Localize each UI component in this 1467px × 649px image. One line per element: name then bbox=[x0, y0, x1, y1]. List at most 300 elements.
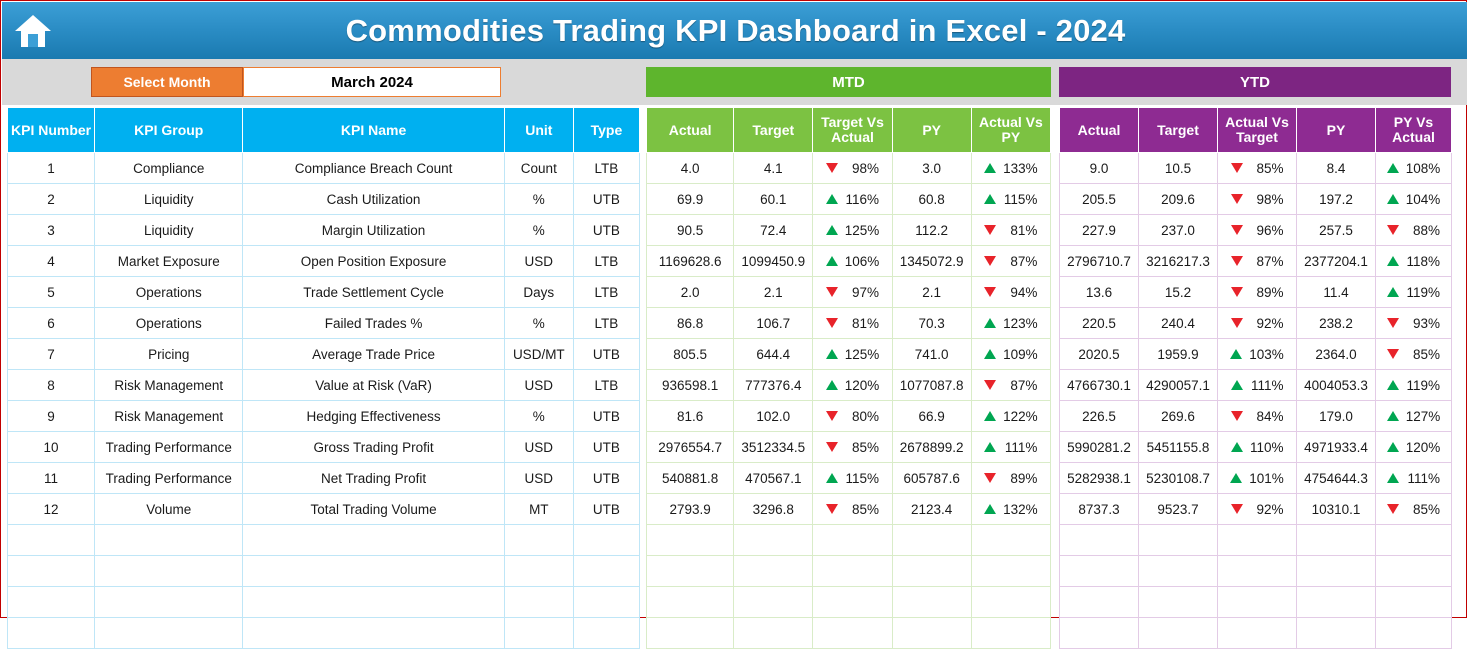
cell-type: LTB bbox=[573, 370, 639, 401]
empty-cell bbox=[1218, 618, 1297, 649]
cell-unit: USD/MT bbox=[504, 339, 573, 370]
cell-ytd-py-vs-actual bbox=[1376, 370, 1452, 401]
cell-mtd-target-vs-actual bbox=[813, 401, 892, 432]
empty-cell bbox=[95, 587, 243, 618]
col-mtd-target: Target bbox=[734, 108, 813, 153]
cell-mtd-actual-vs-py bbox=[971, 308, 1050, 339]
variance-value: 93% bbox=[1412, 315, 1440, 331]
cell-mtd-target-vs-actual bbox=[813, 277, 892, 308]
cell-ytd-py-vs-actual bbox=[1376, 339, 1452, 370]
arrow-up-icon bbox=[984, 442, 996, 452]
table-row bbox=[647, 494, 1051, 525]
table-row bbox=[8, 339, 640, 370]
variance-value: 103% bbox=[1249, 346, 1284, 362]
variance-value: 80% bbox=[851, 408, 879, 424]
variance-value: 104% bbox=[1405, 191, 1441, 207]
cell-mtd-actual: 936598.1 bbox=[647, 370, 734, 401]
cell-kpi-name: Hedging Effectiveness bbox=[243, 401, 504, 432]
arrow-down-icon bbox=[826, 411, 838, 421]
arrow-down-icon bbox=[826, 504, 838, 514]
empty-cell bbox=[573, 556, 639, 587]
table-header-row bbox=[1060, 108, 1452, 153]
variance-value: 125% bbox=[844, 222, 880, 238]
cell-ytd-actual-vs-target bbox=[1218, 463, 1297, 494]
empty-cell bbox=[1139, 618, 1218, 649]
cell-kpi-group: Risk Management bbox=[95, 401, 243, 432]
arrow-up-icon bbox=[1231, 442, 1243, 452]
cell-kpi-number: 8 bbox=[8, 370, 95, 401]
col-type: Type bbox=[573, 108, 639, 153]
empty-cell bbox=[971, 556, 1050, 587]
arrow-down-icon bbox=[1231, 318, 1243, 328]
cell-ytd-actual: 2020.5 bbox=[1060, 339, 1139, 370]
cell-mtd-actual: 4.0 bbox=[647, 153, 734, 184]
arrow-up-icon bbox=[1387, 194, 1399, 204]
table-row bbox=[647, 308, 1051, 339]
cell-mtd-target-vs-actual bbox=[813, 494, 892, 525]
variance-value: 109% bbox=[1003, 346, 1038, 362]
cell-mtd-actual: 2976554.7 bbox=[647, 432, 734, 463]
arrow-up-icon bbox=[826, 256, 838, 266]
cell-ytd-py: 179.0 bbox=[1297, 401, 1376, 432]
empty-cell bbox=[1060, 525, 1139, 556]
cell-ytd-target: 1959.9 bbox=[1139, 339, 1218, 370]
variance-value: 133% bbox=[1003, 160, 1038, 176]
cell-unit: MT bbox=[504, 494, 573, 525]
empty-cell bbox=[504, 556, 573, 587]
cell-mtd-target-vs-actual bbox=[813, 215, 892, 246]
cell-kpi-name: Open Position Exposure bbox=[243, 246, 504, 277]
cell-kpi-number: 6 bbox=[8, 308, 95, 339]
cell-mtd-target: 4.1 bbox=[734, 153, 813, 184]
cell-ytd-py: 257.5 bbox=[1297, 215, 1376, 246]
cell-ytd-actual: 227.9 bbox=[1060, 215, 1139, 246]
cell-mtd-actual-vs-py bbox=[971, 432, 1050, 463]
empty-cell bbox=[1218, 556, 1297, 587]
cell-ytd-target: 240.4 bbox=[1139, 308, 1218, 339]
variance-value: 120% bbox=[844, 377, 880, 393]
empty-cell bbox=[1297, 587, 1376, 618]
arrow-down-icon bbox=[826, 287, 838, 297]
arrow-up-icon bbox=[1387, 287, 1399, 297]
empty-cell bbox=[971, 525, 1050, 556]
cell-unit: Days bbox=[504, 277, 573, 308]
empty-cell bbox=[573, 525, 639, 556]
cell-type: LTB bbox=[573, 308, 639, 339]
empty-row bbox=[8, 525, 640, 556]
cell-mtd-target-vs-actual bbox=[813, 246, 892, 277]
cell-unit: % bbox=[504, 215, 573, 246]
table-row bbox=[8, 246, 640, 277]
arrow-up-icon bbox=[826, 380, 838, 390]
cell-ytd-actual: 226.5 bbox=[1060, 401, 1139, 432]
cell-mtd-py: 70.3 bbox=[892, 308, 971, 339]
empty-cell bbox=[971, 618, 1050, 649]
table-row bbox=[1060, 463, 1452, 494]
cell-ytd-actual: 220.5 bbox=[1060, 308, 1139, 339]
cell-ytd-py-vs-actual bbox=[1376, 432, 1452, 463]
cell-ytd-actual: 205.5 bbox=[1060, 184, 1139, 215]
empty-cell bbox=[1139, 525, 1218, 556]
cell-unit: USD bbox=[504, 463, 573, 494]
empty-cell bbox=[573, 587, 639, 618]
cell-type: UTB bbox=[573, 215, 639, 246]
empty-cell bbox=[647, 587, 734, 618]
variance-value: 85% bbox=[1256, 160, 1284, 176]
variance-value: 118% bbox=[1406, 253, 1440, 269]
empty-cell bbox=[504, 587, 573, 618]
variance-value: 87% bbox=[1010, 377, 1038, 393]
cell-ytd-py: 197.2 bbox=[1297, 184, 1376, 215]
cell-ytd-actual-vs-target bbox=[1218, 339, 1297, 370]
empty-row bbox=[647, 525, 1051, 556]
select-month-input[interactable]: March 2024 bbox=[243, 67, 501, 97]
empty-cell bbox=[1060, 556, 1139, 587]
arrow-up-icon bbox=[1387, 380, 1399, 390]
cell-mtd-target: 72.4 bbox=[734, 215, 813, 246]
cell-ytd-target: 4290057.1 bbox=[1139, 370, 1218, 401]
cell-type: LTB bbox=[573, 277, 639, 308]
cell-mtd-target: 3512334.5 bbox=[734, 432, 813, 463]
cell-mtd-py: 2123.4 bbox=[892, 494, 971, 525]
arrow-down-icon bbox=[1231, 411, 1243, 421]
empty-cell bbox=[892, 587, 971, 618]
cell-ytd-py: 2364.0 bbox=[1297, 339, 1376, 370]
cell-mtd-target-vs-actual bbox=[813, 463, 892, 494]
col-mtd-actual-vs-py: Actual Vs PY bbox=[971, 108, 1050, 153]
cell-ytd-py-vs-actual bbox=[1376, 401, 1452, 432]
variance-value: 108% bbox=[1405, 160, 1441, 176]
arrow-up-icon bbox=[826, 194, 838, 204]
cell-mtd-target: 777376.4 bbox=[734, 370, 813, 401]
variance-value: 85% bbox=[851, 501, 879, 517]
cell-ytd-py: 4004053.3 bbox=[1297, 370, 1376, 401]
cell-mtd-actual: 69.9 bbox=[647, 184, 734, 215]
empty-cell bbox=[1218, 587, 1297, 618]
cell-ytd-py: 2377204.1 bbox=[1297, 246, 1376, 277]
arrow-down-icon bbox=[1387, 504, 1399, 514]
empty-cell bbox=[1376, 525, 1452, 556]
arrow-down-icon bbox=[826, 442, 838, 452]
variance-value: 120% bbox=[1405, 439, 1441, 455]
cell-ytd-actual: 4766730.1 bbox=[1060, 370, 1139, 401]
cell-kpi-name: Failed Trades % bbox=[243, 308, 504, 339]
empty-cell bbox=[813, 525, 892, 556]
variance-value: 88% bbox=[1412, 222, 1440, 238]
table-header-row bbox=[8, 108, 640, 153]
empty-cell bbox=[971, 587, 1050, 618]
col-ytd-py: PY bbox=[1297, 108, 1376, 153]
cell-mtd-actual-vs-py bbox=[971, 463, 1050, 494]
empty-cell bbox=[1297, 618, 1376, 649]
table-row bbox=[1060, 370, 1452, 401]
col-kpi-name: KPI Name bbox=[243, 108, 504, 153]
cell-mtd-target-vs-actual bbox=[813, 153, 892, 184]
empty-cell bbox=[8, 587, 95, 618]
empty-row bbox=[1060, 587, 1452, 618]
arrow-up-icon bbox=[984, 504, 996, 514]
cell-mtd-target: 60.1 bbox=[734, 184, 813, 215]
empty-cell bbox=[734, 618, 813, 649]
table-row bbox=[8, 463, 640, 494]
arrow-up-icon bbox=[1387, 163, 1399, 173]
cell-mtd-target: 2.1 bbox=[734, 277, 813, 308]
cell-mtd-actual-vs-py bbox=[971, 184, 1050, 215]
cell-kpi-number: 2 bbox=[8, 184, 95, 215]
cell-ytd-actual-vs-target bbox=[1218, 153, 1297, 184]
cell-mtd-py: 2678899.2 bbox=[892, 432, 971, 463]
arrow-down-icon bbox=[984, 287, 996, 297]
cell-ytd-target: 15.2 bbox=[1139, 277, 1218, 308]
cell-kpi-group: Operations bbox=[95, 308, 243, 339]
cell-mtd-actual-vs-py bbox=[971, 246, 1050, 277]
arrow-up-icon bbox=[984, 163, 996, 173]
cell-kpi-name: Trade Settlement Cycle bbox=[243, 277, 504, 308]
table-row bbox=[647, 463, 1051, 494]
kpi-info-body bbox=[8, 153, 640, 649]
mtd-table bbox=[646, 107, 1051, 649]
variance-value: 87% bbox=[1256, 253, 1284, 269]
cell-ytd-actual-vs-target bbox=[1218, 246, 1297, 277]
table-row bbox=[1060, 184, 1452, 215]
cell-unit: % bbox=[504, 401, 573, 432]
variance-value: 92% bbox=[1256, 501, 1284, 517]
cell-ytd-actual-vs-target bbox=[1218, 277, 1297, 308]
cell-ytd-py-vs-actual bbox=[1376, 277, 1452, 308]
variance-value: 119% bbox=[1406, 284, 1440, 300]
variance-value: 87% bbox=[1010, 253, 1038, 269]
empty-cell bbox=[892, 556, 971, 587]
arrow-up-icon bbox=[826, 349, 838, 359]
col-mtd-target-vs-actual: Target Vs Actual bbox=[813, 108, 892, 153]
cell-unit: USD bbox=[504, 432, 573, 463]
variance-value: 111% bbox=[1250, 377, 1284, 393]
empty-cell bbox=[647, 556, 734, 587]
cell-mtd-target: 102.0 bbox=[734, 401, 813, 432]
table-row bbox=[647, 246, 1051, 277]
mtd-body bbox=[647, 153, 1051, 649]
cell-type: LTB bbox=[573, 153, 639, 184]
cell-ytd-py-vs-actual bbox=[1376, 215, 1452, 246]
home-icon[interactable] bbox=[2, 2, 64, 59]
table-row bbox=[647, 153, 1051, 184]
arrow-down-icon bbox=[984, 256, 996, 266]
table-row bbox=[8, 308, 640, 339]
cell-kpi-group: Liquidity bbox=[95, 215, 243, 246]
col-ytd-py-vs-actual: PY Vs Actual bbox=[1376, 108, 1452, 153]
arrow-down-icon bbox=[984, 473, 996, 483]
table-row bbox=[647, 215, 1051, 246]
cell-ytd-actual-vs-target bbox=[1218, 494, 1297, 525]
cell-mtd-actual-vs-py bbox=[971, 494, 1050, 525]
cell-kpi-group: Market Exposure bbox=[95, 246, 243, 277]
table-row bbox=[647, 401, 1051, 432]
empty-cell bbox=[1376, 587, 1452, 618]
cell-ytd-target: 237.0 bbox=[1139, 215, 1218, 246]
cell-unit: % bbox=[504, 184, 573, 215]
arrow-down-icon bbox=[1231, 225, 1243, 235]
variance-value: 122% bbox=[1003, 408, 1038, 424]
cell-kpi-group: Trading Performance bbox=[95, 432, 243, 463]
variance-value: 127% bbox=[1405, 408, 1441, 424]
cell-kpi-name: Net Trading Profit bbox=[243, 463, 504, 494]
cell-unit: % bbox=[504, 308, 573, 339]
variance-value: 84% bbox=[1256, 408, 1284, 424]
arrow-up-icon bbox=[1387, 442, 1399, 452]
empty-cell bbox=[734, 587, 813, 618]
arrow-up-icon bbox=[826, 473, 838, 483]
empty-cell bbox=[8, 525, 95, 556]
col-ytd-actual-vs-target: Actual Vs Target bbox=[1218, 108, 1297, 153]
arrow-down-icon bbox=[1387, 349, 1399, 359]
arrow-down-icon bbox=[1231, 287, 1243, 297]
kpi-info-table bbox=[7, 107, 640, 649]
variance-value: 81% bbox=[851, 315, 879, 331]
variance-value: 85% bbox=[851, 439, 879, 455]
empty-cell bbox=[1297, 556, 1376, 587]
arrow-down-icon bbox=[984, 225, 996, 235]
cell-ytd-actual: 9.0 bbox=[1060, 153, 1139, 184]
variance-value: 119% bbox=[1406, 377, 1440, 393]
table-row bbox=[8, 401, 640, 432]
empty-cell bbox=[573, 618, 639, 649]
cell-mtd-actual-vs-py bbox=[971, 339, 1050, 370]
empty-cell bbox=[734, 525, 813, 556]
empty-cell bbox=[892, 525, 971, 556]
empty-cell bbox=[243, 618, 504, 649]
cell-kpi-group: Pricing bbox=[95, 339, 243, 370]
mtd-banner: MTD bbox=[646, 67, 1051, 97]
cell-mtd-target-vs-actual bbox=[813, 339, 892, 370]
empty-row bbox=[647, 618, 1051, 649]
variance-value: 110% bbox=[1249, 439, 1284, 455]
empty-cell bbox=[243, 525, 504, 556]
cell-ytd-target: 3216217.3 bbox=[1139, 246, 1218, 277]
cell-kpi-number: 3 bbox=[8, 215, 95, 246]
cell-kpi-name: Compliance Breach Count bbox=[243, 153, 504, 184]
cell-type: UTB bbox=[573, 432, 639, 463]
col-mtd-py: PY bbox=[892, 108, 971, 153]
cell-type: UTB bbox=[573, 494, 639, 525]
cell-ytd-py-vs-actual bbox=[1376, 184, 1452, 215]
table-row bbox=[1060, 153, 1452, 184]
arrow-down-icon bbox=[1231, 256, 1243, 266]
cell-mtd-actual-vs-py bbox=[971, 153, 1050, 184]
cell-ytd-target: 5451155.8 bbox=[1139, 432, 1218, 463]
select-month-label[interactable]: Select Month bbox=[91, 67, 243, 97]
cell-unit: USD bbox=[504, 246, 573, 277]
cell-ytd-py: 4971933.4 bbox=[1297, 432, 1376, 463]
cell-mtd-target: 1099450.9 bbox=[734, 246, 813, 277]
table-row bbox=[1060, 432, 1452, 463]
cell-ytd-actual-vs-target bbox=[1218, 184, 1297, 215]
page-title: Commodities Trading KPI Dashboard in Excel - 2024 bbox=[345, 12, 1126, 48]
table-row bbox=[1060, 215, 1452, 246]
arrow-up-icon bbox=[984, 318, 996, 328]
cell-mtd-target-vs-actual bbox=[813, 308, 892, 339]
table-row bbox=[1060, 494, 1452, 525]
variance-value: 111% bbox=[1407, 470, 1440, 486]
empty-cell bbox=[813, 556, 892, 587]
cell-kpi-group: Trading Performance bbox=[95, 463, 243, 494]
arrow-up-icon bbox=[1230, 349, 1242, 359]
cell-kpi-name: Average Trade Price bbox=[243, 339, 504, 370]
arrow-up-icon bbox=[984, 349, 996, 359]
empty-cell bbox=[504, 525, 573, 556]
table-header-row bbox=[647, 108, 1051, 153]
cell-mtd-py: 66.9 bbox=[892, 401, 971, 432]
cell-ytd-actual-vs-target bbox=[1218, 308, 1297, 339]
variance-value: 85% bbox=[1412, 501, 1440, 517]
table-row bbox=[1060, 277, 1452, 308]
table-row bbox=[647, 432, 1051, 463]
table-row bbox=[8, 153, 640, 184]
empty-cell bbox=[647, 618, 734, 649]
empty-row bbox=[8, 618, 640, 649]
cell-ytd-target: 10.5 bbox=[1139, 153, 1218, 184]
variance-value: 125% bbox=[844, 346, 880, 362]
variance-value: 92% bbox=[1256, 315, 1284, 331]
cell-mtd-target: 470567.1 bbox=[734, 463, 813, 494]
cell-mtd-target: 106.7 bbox=[734, 308, 813, 339]
cell-mtd-py: 60.8 bbox=[892, 184, 971, 215]
cell-ytd-py-vs-actual bbox=[1376, 463, 1452, 494]
cell-mtd-target-vs-actual bbox=[813, 432, 892, 463]
cell-kpi-number: 9 bbox=[8, 401, 95, 432]
arrow-up-icon bbox=[826, 225, 838, 235]
arrow-down-icon bbox=[1231, 194, 1243, 204]
variance-value: 89% bbox=[1010, 470, 1038, 486]
empty-cell bbox=[1060, 618, 1139, 649]
empty-cell bbox=[1139, 556, 1218, 587]
variance-value: 111% bbox=[1004, 439, 1038, 455]
cell-mtd-actual-vs-py bbox=[971, 277, 1050, 308]
col-kpi-number: KPI Number bbox=[8, 108, 95, 153]
table-row bbox=[647, 184, 1051, 215]
arrow-up-icon bbox=[1387, 411, 1399, 421]
empty-cell bbox=[1297, 525, 1376, 556]
variance-value: 123% bbox=[1003, 315, 1038, 331]
cell-mtd-target: 644.4 bbox=[734, 339, 813, 370]
empty-row bbox=[8, 587, 640, 618]
variance-value: 132% bbox=[1003, 501, 1038, 517]
cell-mtd-actual: 2.0 bbox=[647, 277, 734, 308]
empty-row bbox=[647, 587, 1051, 618]
arrow-down-icon bbox=[1387, 225, 1399, 235]
cell-ytd-actual: 13.6 bbox=[1060, 277, 1139, 308]
cell-kpi-number: 4 bbox=[8, 246, 95, 277]
cell-kpi-number: 7 bbox=[8, 339, 95, 370]
table-row bbox=[647, 277, 1051, 308]
variance-value: 98% bbox=[851, 160, 879, 176]
title-bar bbox=[2, 2, 1467, 59]
cell-type: LTB bbox=[573, 246, 639, 277]
col-kpi-group: KPI Group bbox=[95, 108, 243, 153]
cell-mtd-actual: 1169628.6 bbox=[647, 246, 734, 277]
empty-cell bbox=[1139, 587, 1218, 618]
cell-mtd-actual: 540881.8 bbox=[647, 463, 734, 494]
cell-kpi-number: 1 bbox=[8, 153, 95, 184]
cell-ytd-py-vs-actual bbox=[1376, 246, 1452, 277]
empty-row bbox=[1060, 618, 1452, 649]
variance-value: 98% bbox=[1256, 191, 1284, 207]
arrow-up-icon bbox=[984, 194, 996, 204]
empty-cell bbox=[95, 525, 243, 556]
empty-cell bbox=[95, 556, 243, 587]
empty-row bbox=[1060, 556, 1452, 587]
cell-kpi-number: 10 bbox=[8, 432, 95, 463]
cell-ytd-py-vs-actual bbox=[1376, 153, 1452, 184]
